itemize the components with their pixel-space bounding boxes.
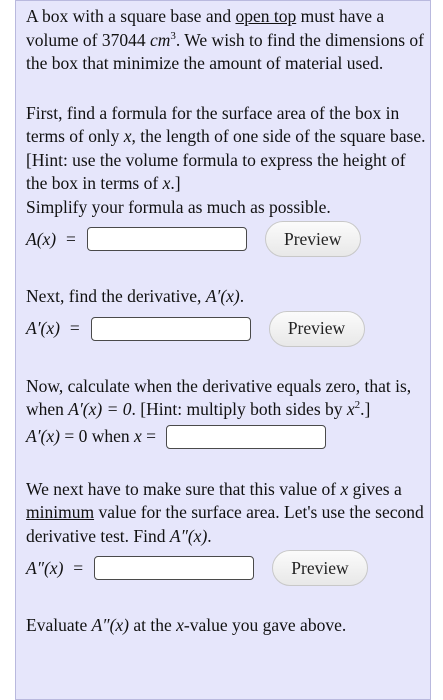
step1-hint-var: x [162,173,171,193]
step5-text-2: at the [129,615,177,635]
step4-text-1: We next have to make sure that this value of [26,478,341,499]
critical-label-a: A′(x) [26,426,60,446]
critical-label-c: = [141,426,157,446]
question-panel [15,0,431,700]
derivative-label: A′(x) = [26,318,81,338]
step3-exponent: 2 [354,399,361,412]
area-input[interactable] [87,227,247,251]
step4-text-4: . [207,525,212,546]
step5-expr: A″(x) [91,615,129,635]
critical-point-input[interactable] [166,425,326,449]
second-derivative-row [26,548,430,588]
second-derivative-input[interactable] [94,556,254,580]
step3-text [26,375,430,422]
step3-text-2: . [Hint: multiply both sides by [131,399,347,419]
step1-text-2: , the length of one side of the square base. [131,126,426,146]
step5-text [26,614,430,638]
step2-text-1: Next, find the derivative, [26,286,206,306]
step1-simplify: Simplify your formula as much as possible. [26,196,331,217]
intro-text-2: must have a volume of 37044 [26,6,385,50]
step1-text [26,102,430,220]
step4-x: x [340,478,349,499]
step1-hint-end: .] [170,173,181,193]
intro-text-3: . We wish to find the dimensions of the box that minimize the amount of material used. [26,29,424,73]
step3-text-1: Now, calculate when the derivative equals zero, that is, when [26,375,412,419]
step4-text [26,478,430,549]
intro-text [26,5,430,76]
area-preview-button[interactable]: Preview [265,221,361,257]
step3-expr: A′(x) = 0 [68,399,132,419]
unit-exponent: 3 [170,29,176,42]
critical-label-x: x [133,426,142,446]
minimum-text: minimum [26,502,95,522]
step2-text [26,285,430,309]
step4-expr: A″(x) [169,525,208,546]
open-top-text: open top [235,6,297,26]
step1-var: x [123,126,132,146]
step3-x: x [346,399,355,419]
step4-text-2: gives a [348,478,402,499]
step1-hint: [Hint: use the volume formula to express the height of the box in terms of [26,149,406,193]
derivative-preview-button[interactable]: Preview [269,311,365,347]
second-derivative-label: A″(x) = [26,557,84,578]
critical-label-b: = 0 when [59,426,134,446]
second-derivative-preview-button[interactable]: Preview [272,550,368,586]
step1-text-1: First, find a formula for the surface area of the box in terms of only [26,102,400,146]
area-answer-row [26,219,430,259]
derivative-answer-row [26,309,430,349]
critical-point-row [26,422,430,452]
step4-text-3: value for the surface area. Let's use the second derivative test. Find [26,502,424,546]
derivative-input[interactable] [91,317,251,341]
step5-x: x [176,615,184,635]
step5-text-1: Evaluate [26,615,92,635]
step5-text-3: -value you gave above. [183,615,347,635]
step2-end: . [239,286,245,306]
area-label: A(x) = [26,228,77,249]
volume-unit: cm [149,29,171,50]
step2-expr: A′(x) [205,286,240,306]
step3-text-3: .] [360,399,371,419]
intro-text-1: A box with a square base and [26,6,236,26]
